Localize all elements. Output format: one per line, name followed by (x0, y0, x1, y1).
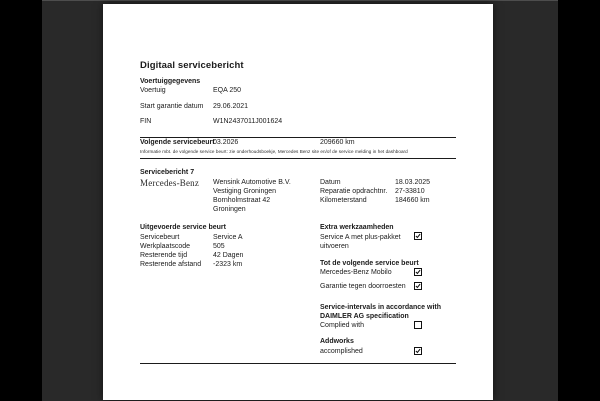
detail-row (140, 251, 243, 260)
field-label: Kilometerstand (320, 197, 367, 204)
until-next-service-item-label: Garantie tegen doorroesten (320, 283, 406, 290)
field-value: 42 Dagen (213, 252, 244, 259)
dealer-address-block (213, 178, 291, 214)
field-label: Resterende tijd (140, 252, 188, 259)
service-intervals-item-label: Complied with (320, 322, 364, 329)
field-label: Reparatie opdrachtnr. (320, 188, 388, 195)
vehicle-row (140, 87, 241, 94)
service-report-details (320, 178, 430, 205)
complied-with-checkbox[interactable] (414, 321, 422, 329)
field-value: Service A (213, 234, 243, 241)
detail-row (320, 196, 430, 205)
extra-work-heading: Extra werkzaamheden (320, 224, 394, 231)
page-title: Digitaal servicebericht (140, 60, 244, 71)
detail-row (320, 178, 430, 187)
dealer-branch: Vestiging Groningen (213, 188, 277, 195)
field-label: Start garantie datum (140, 103, 204, 110)
checkmark-icon (415, 233, 421, 239)
next-service-heading: Volgende servicebeurt (140, 139, 215, 146)
until-next-service-heading: Tot de volgende service beurt (320, 260, 419, 267)
detail-row (320, 187, 430, 196)
field-label: Datum (320, 179, 341, 186)
performed-service-rows (140, 233, 243, 269)
rust-warranty-checkbox[interactable] (414, 282, 422, 290)
field-value: 18.03.2025 (395, 179, 431, 186)
footer-divider-line (140, 363, 456, 364)
mercedes-benz-wordmark: Mercedes-Benz (140, 178, 200, 188)
checkmark-icon (415, 269, 421, 275)
dealer-street: Bornholmstraat 42 (213, 197, 271, 204)
next-service-date: 03.2026 (213, 139, 239, 146)
checkmark-icon (415, 348, 421, 354)
next-service-distance: 209660 km (320, 139, 355, 146)
addworks-heading: Addworks (320, 338, 354, 345)
field-label: Resterende afstand (140, 261, 202, 268)
vehicle-row (140, 118, 282, 125)
field-label: Servicebeurt (140, 234, 180, 241)
field-label: FIN (140, 118, 152, 125)
field-value: 27-33810 (395, 188, 425, 195)
field-value: 505 (213, 243, 225, 250)
document-page (103, 4, 493, 400)
mobilo-checkbox[interactable] (414, 268, 422, 276)
dealer-name: Wensink Automotive B.V. (213, 179, 291, 186)
detail-row (140, 242, 243, 251)
detail-row (140, 260, 243, 269)
extra-work-item-label: Service A met plus-pakket uitvoeren (320, 234, 401, 250)
next-service-row (140, 139, 355, 146)
service-intervals-heading: Service-intervals in accordance with DAIMLER AG specification (320, 304, 441, 320)
vehicle-section-heading: Voertuiggegevens (140, 78, 201, 85)
vehicle-row (140, 103, 248, 110)
dealer-city: Groningen (213, 206, 246, 213)
addworks-checkbox[interactable] (414, 347, 422, 355)
field-value: 29.06.2021 (213, 103, 249, 110)
divider-line (140, 137, 456, 138)
until-next-service-item-label: Mercedes-Benz Mobilo (320, 269, 392, 276)
performed-service-heading: Uitgevoerde service beurt (140, 224, 226, 231)
field-value: -2323 km (213, 261, 243, 268)
addworks-item-label: accomplished (320, 348, 363, 355)
field-label: Voertuig (140, 87, 166, 94)
service-report-heading: Servicebericht 7 (140, 169, 195, 176)
extra-work-checkbox[interactable] (414, 232, 422, 240)
divider-line (140, 158, 456, 159)
field-label: Werkplaatscode (140, 243, 191, 250)
field-value: EQA 250 (213, 87, 242, 94)
checkmark-icon (415, 283, 421, 289)
field-value: W1N2437011J001624 (213, 118, 283, 125)
next-service-note: Informatie mbt. de volgende service beurt: zie onderhoudsboekje, Mercedes Benz site en/of de service melding in het dashboard (140, 149, 408, 154)
detail-row (140, 233, 243, 242)
field-value: 184660 km (395, 197, 430, 204)
